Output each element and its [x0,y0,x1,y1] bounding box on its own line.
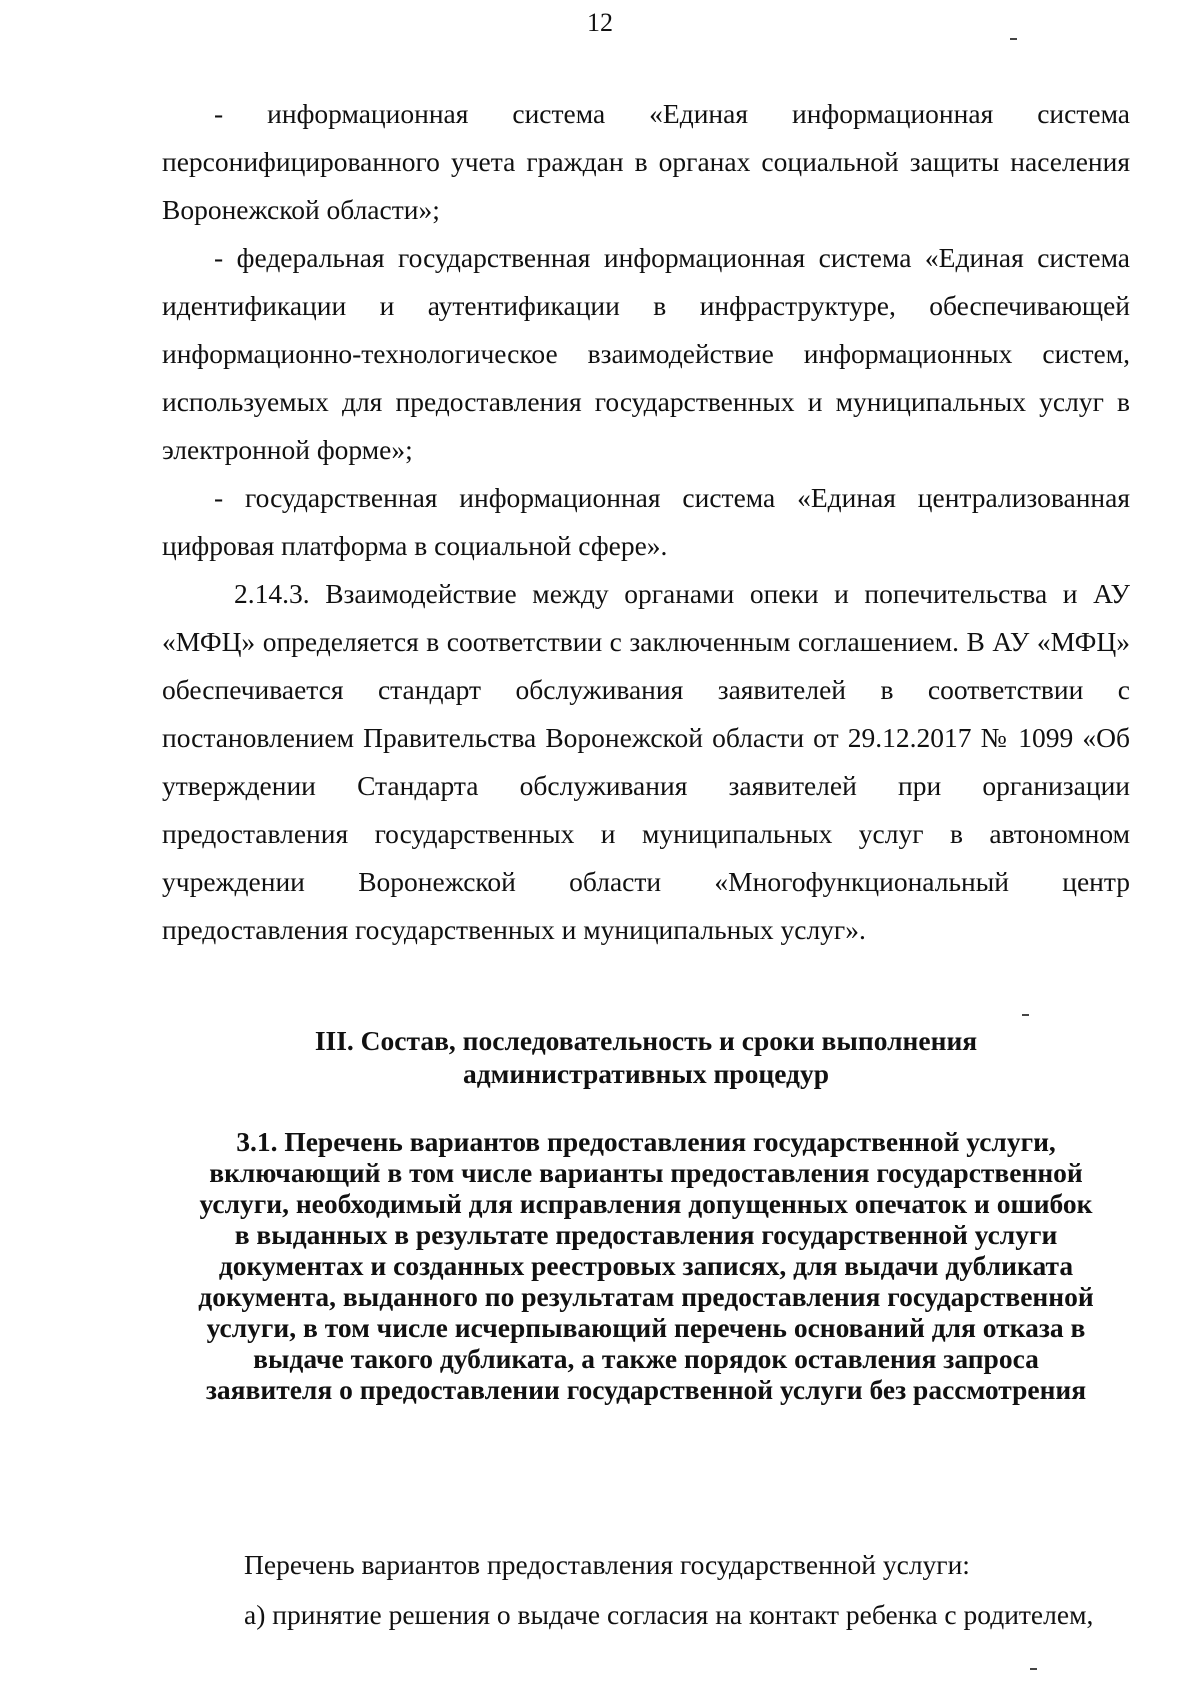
body-text-block [162,90,1130,954]
section-heading-line-2: административных процедур [463,1058,829,1089]
subsection-heading-line: 3.1. Перечень вариантов предоставления государственной услуги, [236,1126,1056,1157]
subsection-heading-line: в выданных в результате предоставления государственной услуги [234,1219,1058,1250]
scan-speck [1010,38,1017,40]
paragraph-egisso: - государственная информационная система «Единая централизованная цифровая платформа в социальной сфере». [162,482,1130,561]
subsection-heading-line: документах и созданных реестровых записях, для выдачи дубликата [218,1250,1074,1281]
subsection-heading-line: заявителя о предоставлении государственной услуги без рассмотрения [205,1374,1087,1405]
section-heading-line-1: III. Состав, последовательность и сроки выполнения [314,1025,978,1056]
subsection-heading-line: документа, выданного по результатам предоставления государственной [198,1281,1094,1312]
subsection-heading-line: услуги, в том числе исчерпывающий перечень оснований для отказа в [206,1312,1086,1343]
subsection-heading-line: выдаче такого дубликата, а также порядок оставления запроса [253,1343,1039,1374]
page-number: 12 [587,8,613,37]
scan-speck [1022,1014,1029,1016]
variant-a: а) принятие решения о выдаче согласия на контакт ребенка с родителем, [244,1599,1094,1630]
paragraph-esia: - федеральная государственная информационная система «Единая система идентификации и аутентификации в инфраструктуре, обеспечивающей информационно-технологическое взаимодействие информационных систем, используемых для предоставления государственных и муниципальных услуг в электронной форме»; [162,242,1130,465]
subsection-heading-3-1 [162,1126,1130,1405]
scan-speck [1030,1668,1037,1670]
paragraph-info-system-social: - информационная система «Единая информационная система персонифицированного учета граждан в органах социальной защиты населения Воронежской области»; [162,98,1130,225]
variants-list [162,1540,1130,1640]
subsection-heading-line: услуги, необходимый для исправления допущенных опечаток и ошибок [199,1188,1093,1219]
variants-intro: Перечень вариантов предоставления государственной услуги: [244,1549,970,1580]
section-heading [162,1024,1130,1090]
subsection-heading-line: включающий в том числе варианты предоставления государственной [209,1157,1083,1188]
paragraph-2-14-3: 2.14.3. Взаимодействие между органами опеки и попечительства и АУ «МФЦ» определяется в соответствии с заключенным соглашением. В АУ «МФЦ» обеспечивается стандарт обслуживания заявителей в соответствии с постановлением Правительства Воронежской области от 29.12.2017 № 1099 «Об утверждении Стандарта обслуживания заявителей при организации предоставления государственных и муниципальных услуг в автономном учреждении Воронежской области «Многофункциональный центр предоставления государственных и муниципальных услуг». [162,578,1130,945]
